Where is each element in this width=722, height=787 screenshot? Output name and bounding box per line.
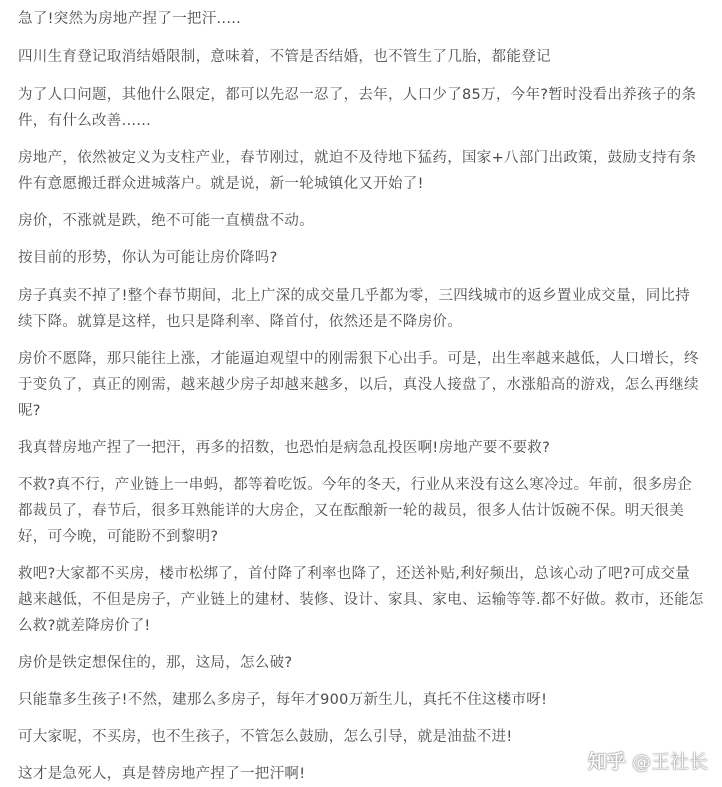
- paragraph: 房地产，依然被定义为支柱产业，春节刚过，就迫不及待地下猛药，国家+八部门出政策，鼓励支持有条件有意愿搬迁群众进城落户。就是说，新一轮城镇化又开始了!: [18, 150, 697, 192]
- paragraph: 房子真卖不掉了!整个春节期间，北上广深的成交量几乎都为零，三四线城市的返乡置业成交量，同比持续下降。就算是这样，也只是降利率、降首付，依然还是不降房价。: [18, 288, 691, 330]
- paragraph: 急了!突然为房地产捏了一把汗.....: [18, 11, 242, 27]
- paragraph: 不救?真不行，产业链上一串蚂，都等着吃饭。今年的冬天，行业从来没有这么寒冷过。年前，很多房企都裁员了，春节后，很多耳熟能详的大房企，又在酝酿新一轮的裁员，很多人估计饭碗不保。明天很美好，可今晚，可能盼不到黎明?: [18, 477, 692, 545]
- paragraph: 房价，不涨就是跌，绝不可能一直横盘不动。: [18, 213, 314, 229]
- paragraph: 只能靠多生孩子!不然，建那么多房子，每年才900万新生儿，真托不住这楼市呀!: [18, 692, 548, 708]
- paragraph: 房价不愿降，那只能往上涨，才能逼迫观望中的刚需狠下心出手。可是，出生率越来越低，人口增长，终于变负了，真正的刚需，越来越少房子却越来越多，以后，真没人接盘了，水涨船高的游戏，怎么再继续呢?: [18, 351, 699, 419]
- paragraph: 按目前的形势，你认为可能让房价降吗?: [18, 250, 278, 266]
- paragraph: 四川生育登记取消结婚限制，意味着，不管是否结婚，也不管生了几胎，都能登记: [18, 49, 551, 65]
- watermark-author: @王社长: [631, 751, 708, 773]
- zhihu-logo: 知乎: [587, 751, 626, 773]
- paragraph: 我真替房地产捏了一把汗，再多的招数，也恐怕是病急乱投医啊!房地产要不要救?: [18, 440, 551, 456]
- paragraph: 这才是急死人，真是替房地产捏了一把汗啊!: [18, 766, 306, 782]
- paragraph: 可大家呢，不买房，也不生孩子，不管怎么鼓励，怎么引导，就是油盐不进!: [18, 729, 513, 745]
- paragraph: 房价是铁定想保住的，那，这局，怎么破?: [18, 655, 293, 671]
- paragraph: 为了人口问题，其他什么限定，都可以先忍一忍了，去年，人口少了85万，今年?暂时没看出养孩子的条件，有什么改善......: [18, 87, 697, 129]
- zhihu-watermark: [588, 747, 708, 774]
- paragraph: 救吧?大家都不买房，楼市松绑了，首付降了利率也降了，还送补贴,利好频出，总该心动了吧?可成交量越来越低，不但是房子，产业链上的建材、装修、设计、家具、家电、运输等等.都不好做。救市，还能怎么救?就差降房价了!: [18, 566, 704, 634]
